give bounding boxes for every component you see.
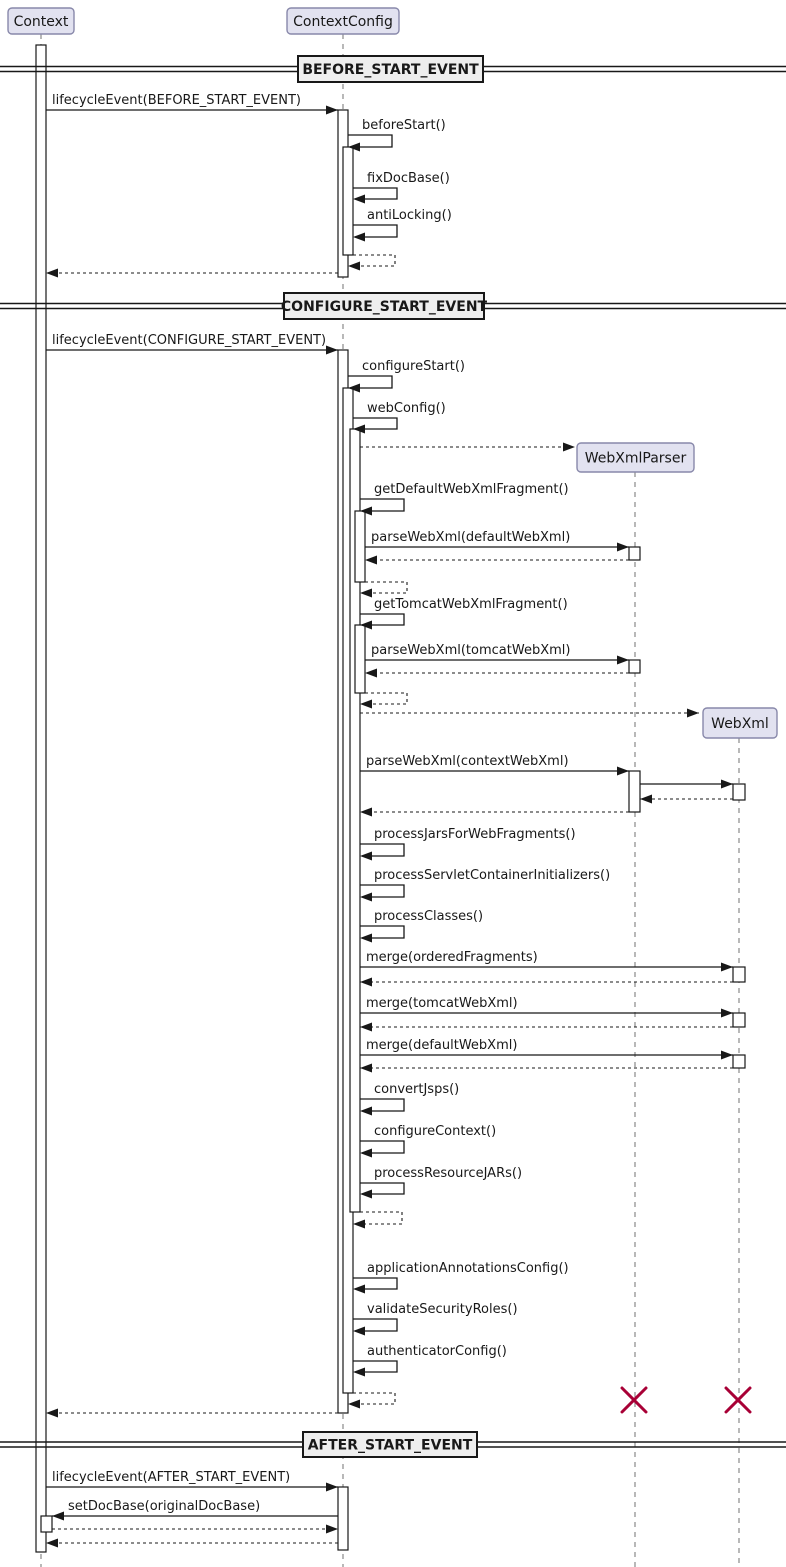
message-merge-tomcatwebxml-label: merge(tomcatWebXml) [366,996,518,1011]
participant-contextconfig-label: ContextConfig [293,14,393,30]
message-parsewebxml-contextwebxml-label: parseWebXml(contextWebXml) [366,754,569,769]
message-fixdocbase-label: fixDocBase() [367,171,450,186]
message-authenticatorconfig-label: authenticatorConfig() [367,1344,507,1359]
message-validatesecurityroles-label: validateSecurityRoles() [367,1302,518,1317]
message-setdocbase-originaldocbase-label: setDocBase(originalDocBase) [68,1499,261,1514]
activation-bar [355,625,365,693]
message-antilocking-label: antiLocking() [367,208,452,223]
activation-bar [338,1487,348,1550]
activation-bar [355,511,365,582]
message-merge-orderedfragments-label: merge(orderedFragments) [366,950,538,965]
activation-bar [41,1516,52,1532]
message-processclasses-label: processClasses() [374,909,484,924]
activation-bar [629,660,640,673]
message-lifecycleevent-configure-start-event-label: lifecycleEvent(CONFIGURE_START_EVENT) [52,333,327,348]
message-lifecycleevent-after-start-event-label: lifecycleEvent(AFTER_START_EVENT) [52,1470,291,1485]
message-parsewebxml-tomcatwebxml-label: parseWebXml(tomcatWebXml) [371,643,571,658]
message-merge-defaultwebxml-label: merge(defaultWebXml) [366,1038,518,1053]
message-lifecycleevent-before-start-event-label: lifecycleEvent(BEFORE_START_EVENT) [52,93,301,108]
divider-after-start-event-label: AFTER_START_EVENT [307,1437,473,1454]
message-processjarsforwebfragments-label: processJarsForWebFragments() [374,827,576,842]
divider-before-start-event-label: BEFORE_START_EVENT [302,62,479,78]
message-parsewebxml-defaultwebxml-label: parseWebXml(defaultWebXml) [371,530,571,545]
message-applicationannotationsconfig-label: applicationAnnotationsConfig() [367,1261,569,1276]
activation-bar [629,547,640,560]
participant-webxmlparser-label: WebXmlParser [584,450,687,467]
message-beforestart-label: beforeStart() [362,118,446,133]
participant-context-label: Context [13,14,69,30]
message-convertjsps-label: convertJsps() [374,1082,460,1097]
message-processresourcejars-label: processResourceJARs() [374,1166,523,1181]
divider-configure-start-event-label: CONFIGURE_START_EVENT [280,299,488,315]
activation-bar [733,967,745,982]
activation-bar [36,45,46,1552]
activation-bar [343,147,353,255]
message-processservletcontainerinitializers-label: processServletContainerInitializers() [374,868,611,883]
activation-bar [629,771,640,812]
message-configurecontext-label: configureContext() [374,1124,497,1139]
message-webconfig-label: webConfig() [367,401,446,416]
activation-bar [733,1013,745,1027]
message-gettomcatwebxmlfragment-label: getTomcatWebXmlFragment() [374,597,568,612]
activation-bar [733,784,745,800]
message-getdefaultwebxmlfragment-label: getDefaultWebXmlFragment() [374,482,569,497]
message-configurestart-label: configureStart() [362,359,465,374]
activation-bar [733,1055,745,1068]
participant-webxml-label: WebXml [711,716,769,732]
